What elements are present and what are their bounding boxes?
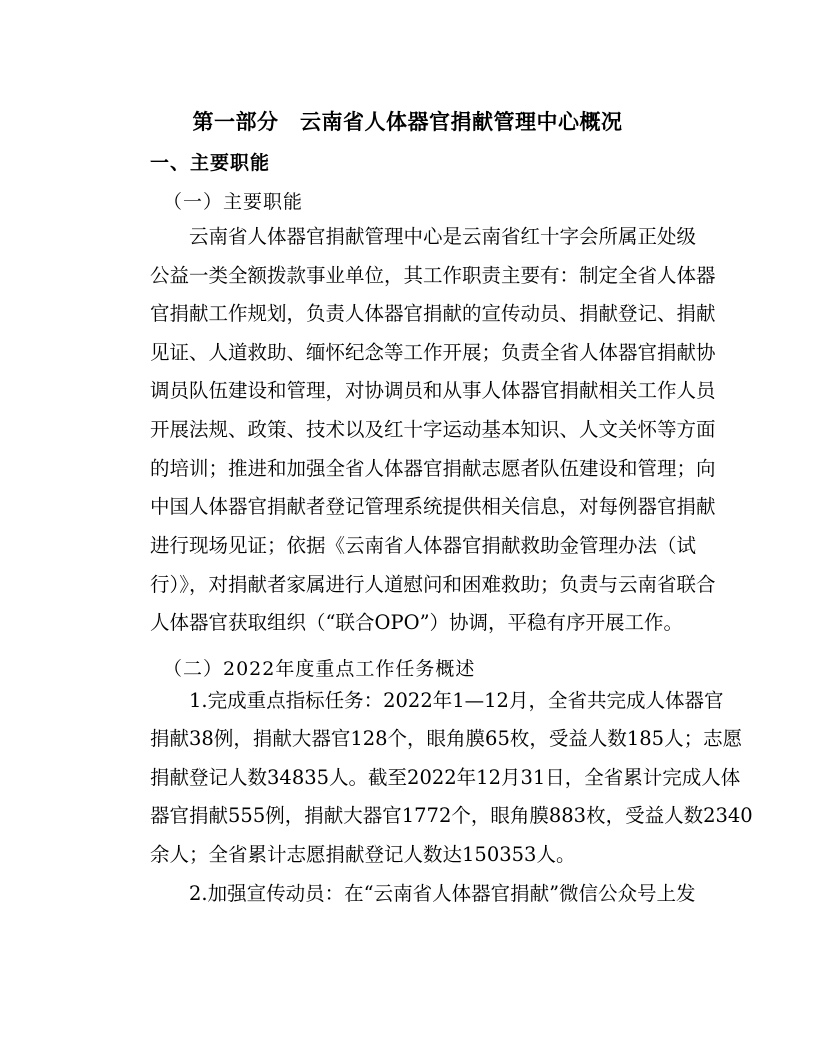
paragraph-line: 行）》，对捐献者家属进行人道慰问和困难救助；负责与云南省联合 <box>150 573 716 596</box>
paragraph-line: 人体器官获取组织（“联合OPO”）协调，平稳有序开展工作。 <box>150 611 684 634</box>
paragraph-line: 开展法规、政策、技术以及红十字运动基本知识、人文关怀等方面 <box>150 418 716 441</box>
page-title: 第一部分 云南省人体器官捐献管理中心概况 <box>192 110 623 134</box>
paragraph-line: 的培训；推进和加强全省人体器官捐献志愿者队伍建设和管理；向 <box>150 457 716 480</box>
paragraph-line: 调员队伍建设和管理，对协调员和从事人体器官捐献相关工作人员 <box>150 379 716 402</box>
subsection-heading-main-functions: （一）主要职能 <box>163 191 304 213</box>
subsection-heading-2022-tasks: （二）2022年度重点工作任务概述 <box>163 658 476 680</box>
paragraph-line: 官捐献工作规划，负责人体器官捐献的宣传动员、捐献登记、捐献 <box>150 302 716 325</box>
section-heading-main-functions: 一、主要职能 <box>150 152 271 174</box>
paragraph-line: 器官捐献555例，捐献大器官1772个，眼角膜883枚，受益人数2340 <box>150 804 753 827</box>
paragraph-line: 进行现场见证；依据《云南省人体器官捐献救助金管理办法（试 <box>150 534 697 557</box>
paragraph-line: 2.加强宣传动员：在“云南省人体器官捐献”微信公众号上发 <box>150 882 696 905</box>
paragraph-line: 见证、人道救助、缅怀纪念等工作开展；负责全省人体器官捐献协 <box>150 341 716 364</box>
paragraph-line: 捐献38例，捐献大器官128个，眼角膜65枚，受益人数185人；志愿 <box>150 727 743 750</box>
paragraph-line: 公益一类全额拨款事业单位，其工作职责主要有：制定全省人体器 <box>150 264 716 287</box>
paragraph-line: 云南省人体器官捐献管理中心是云南省红十字会所属正处级 <box>150 225 697 248</box>
paragraph-line: 捐献登记人数34835人。截至2022年12月31日，全省累计完成人体 <box>150 766 741 789</box>
paragraph-line: 余人；全省累计志愿捐献登记人数达150353人。 <box>150 843 576 866</box>
paragraph-line: 中国人体器官捐献者登记管理系统提供相关信息，对每例器官捐献 <box>150 495 716 518</box>
paragraph-line: 1.完成重点指标任务：2022年1—12月，全省共完成人体器官 <box>150 689 724 712</box>
